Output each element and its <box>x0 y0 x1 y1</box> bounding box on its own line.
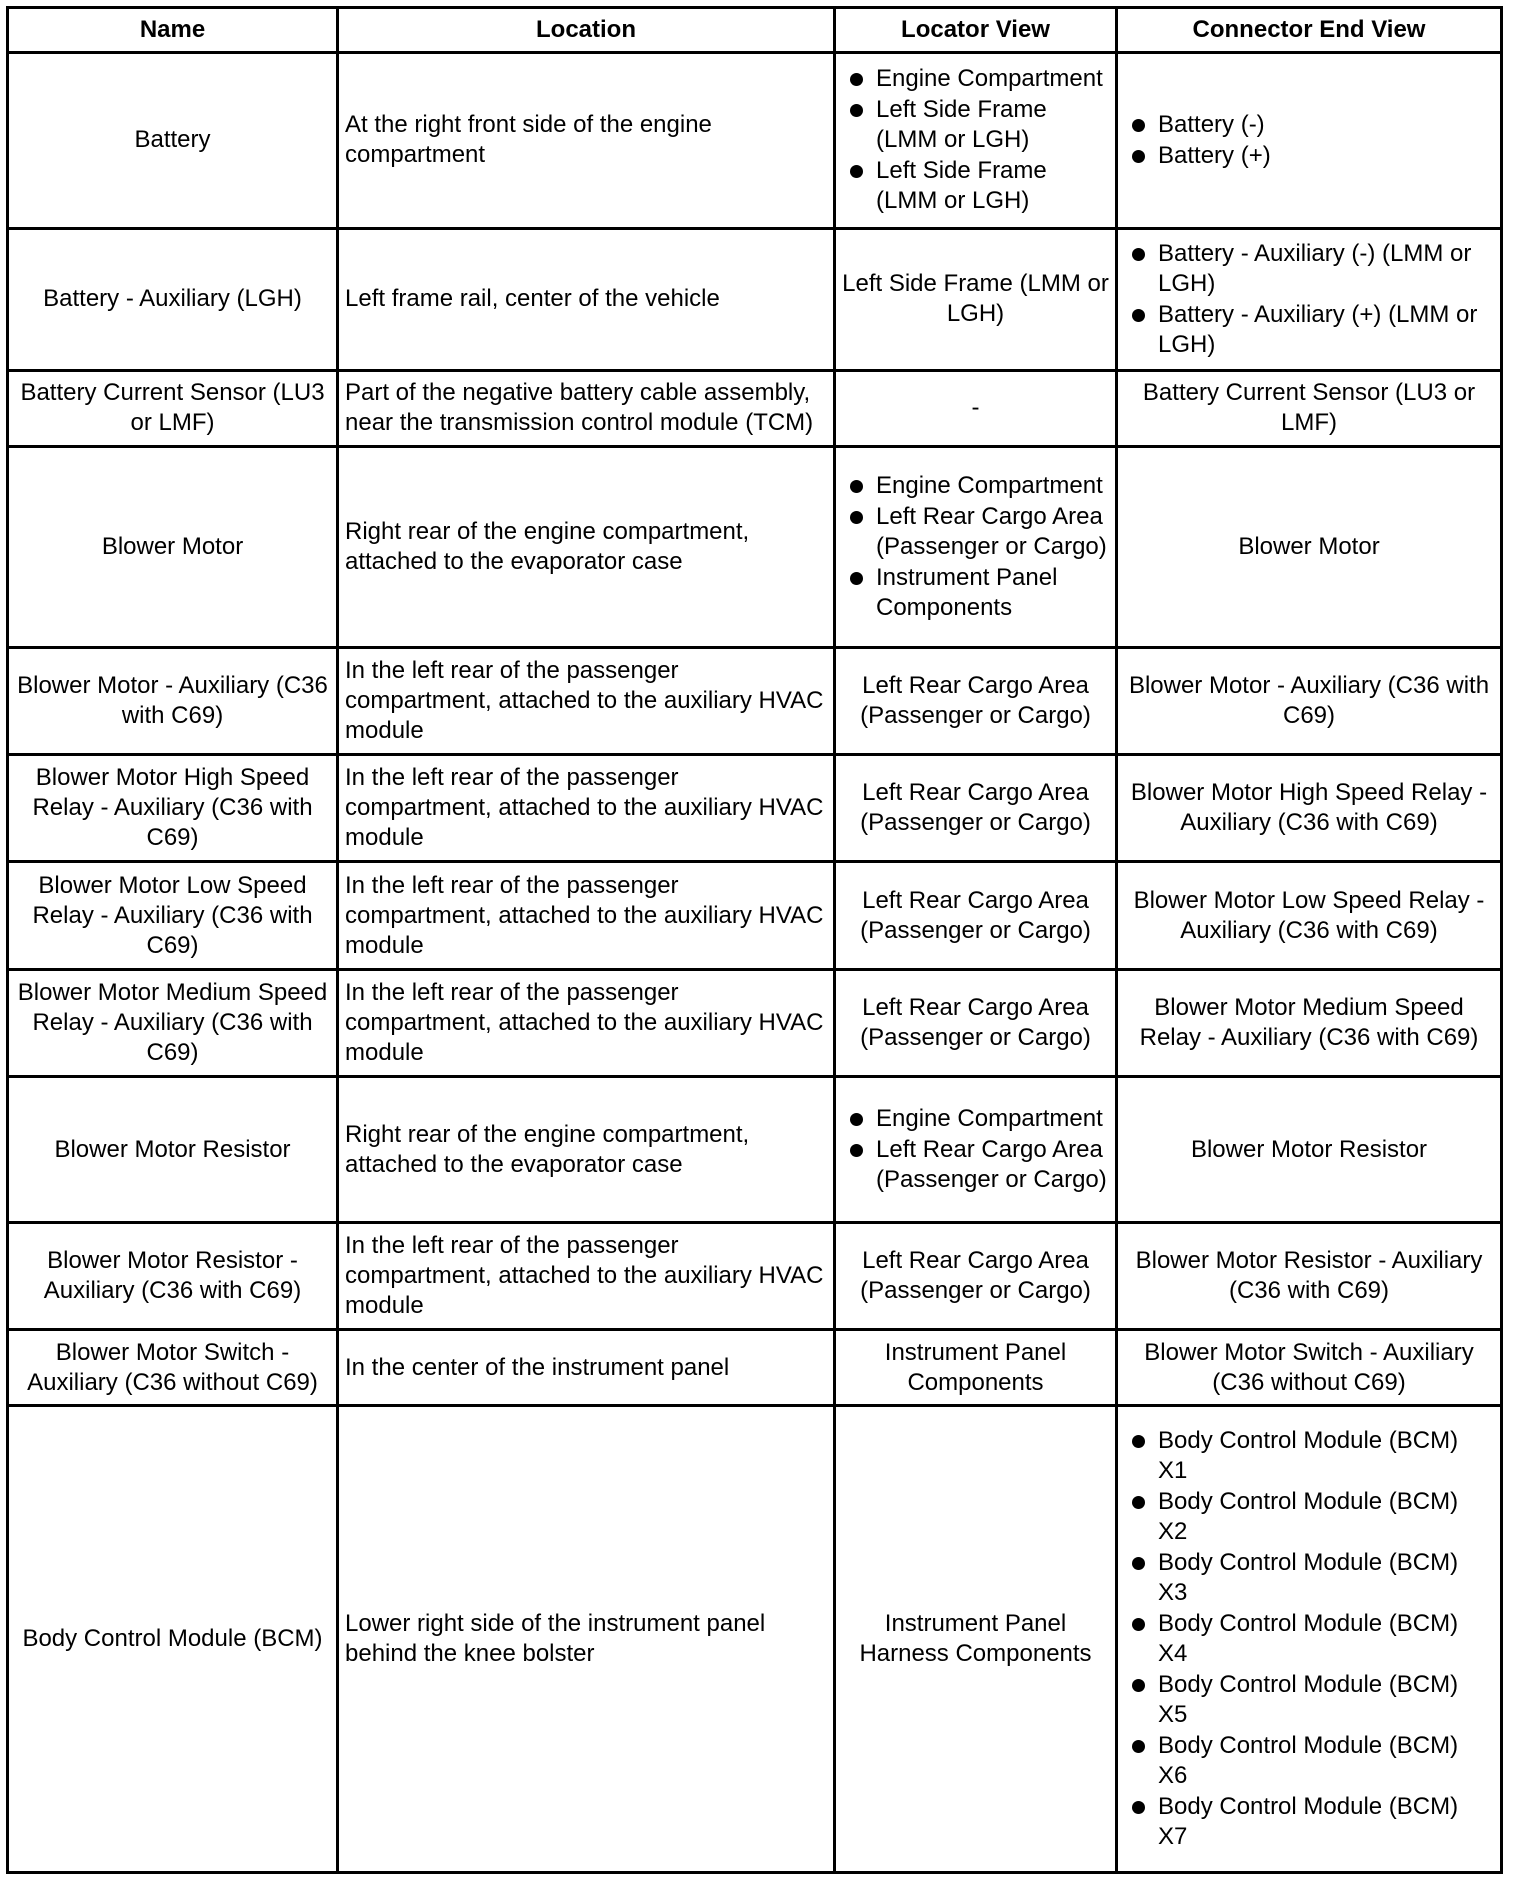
connector-end-view-cell <box>1117 228 1502 371</box>
component-name-cell: Blower Motor <box>8 446 338 647</box>
connector-end-view-cell: Blower Motor Medium Speed Relay - Auxiliary (C36 with C69) <box>1117 969 1502 1076</box>
locator-view-cell: - <box>835 371 1117 447</box>
connector-end-view-item-text: Body Control Module (BCM) X3 <box>1158 1548 1459 1606</box>
connector-end-view-list <box>1124 1426 1494 1852</box>
locator-view-list <box>842 64 1109 216</box>
locator-view-item-text: Engine Compartment <box>876 65 1103 93</box>
locator-view-cell <box>835 446 1117 647</box>
connector-end-view-cell: Battery Current Sensor (LU3 or LMF) <box>1117 371 1502 447</box>
list-item <box>1124 141 1494 171</box>
list-item <box>1124 1487 1494 1547</box>
locator-view-cell <box>835 53 1117 229</box>
locator-view-list <box>842 471 1109 623</box>
bullet-icon <box>1132 119 1145 132</box>
bullet-icon <box>850 104 863 117</box>
table-row <box>8 755 1502 862</box>
connector-end-view-cell: Blower Motor <box>1117 446 1502 647</box>
locator-view-cell: Left Rear Cargo Area (Passenger or Cargo) <box>835 969 1117 1076</box>
component-location-cell: Left frame rail, center of the vehicle <box>338 228 835 371</box>
list-item <box>1124 1670 1494 1730</box>
locator-view-cell: Instrument Panel Components <box>835 1330 1117 1406</box>
list-item <box>842 502 1109 562</box>
locator-view-item-text: Left Rear Cargo Area (Passenger or Cargo) <box>876 1136 1107 1194</box>
table-row <box>8 1405 1502 1872</box>
locator-view-item-text: Instrument Panel Components <box>876 563 1058 621</box>
component-location-cell: At the right front side of the engine compartment <box>338 53 835 229</box>
component-location-cell: Lower right side of the instrument panel behind the knee bolster <box>338 1405 835 1872</box>
component-name-cell: Blower Motor Switch - Auxiliary (C36 without C69) <box>8 1330 338 1406</box>
list-item <box>1124 1731 1494 1791</box>
locator-view-cell: Left Rear Cargo Area (Passenger or Cargo) <box>835 1222 1117 1329</box>
header-locator-view: Locator View <box>835 8 1117 53</box>
component-location-cell: In the left rear of the passenger compartment, attached to the auxiliary HVAC module <box>338 862 835 969</box>
bullet-icon <box>1132 309 1145 322</box>
list-item <box>1124 300 1494 360</box>
bullet-icon <box>1132 150 1145 163</box>
bullet-icon <box>1132 1618 1145 1631</box>
connector-end-view-list <box>1124 239 1494 360</box>
component-locator-table <box>6 6 1503 1874</box>
connector-end-view-item-text: Battery - Auxiliary (+) (LMM or LGH) <box>1158 300 1478 358</box>
table-row <box>8 53 1502 229</box>
component-location-cell: Right rear of the engine compartment, attached to the evaporator case <box>338 1077 835 1223</box>
connector-end-view-item-text: Battery - Auxiliary (-) (LMM or LGH) <box>1158 239 1472 297</box>
list-item <box>1124 110 1494 140</box>
component-location-cell: Part of the negative battery cable assembly, near the transmission control module (TCM) <box>338 371 835 447</box>
component-location-cell: Right rear of the engine compartment, attached to the evaporator case <box>338 446 835 647</box>
list-item <box>842 64 1109 94</box>
connector-end-view-cell <box>1117 53 1502 229</box>
table-row <box>8 1077 1502 1223</box>
component-name-cell: Blower Motor Low Speed Relay - Auxiliary (C36 with C69) <box>8 862 338 969</box>
list-item <box>1124 239 1494 299</box>
bullet-icon <box>850 1113 863 1126</box>
list-item <box>1124 1548 1494 1608</box>
component-name-cell: Blower Motor Medium Speed Relay - Auxiliary (C36 with C69) <box>8 969 338 1076</box>
component-name-cell: Battery - Auxiliary (LGH) <box>8 228 338 371</box>
bullet-icon <box>850 1144 863 1157</box>
bullet-icon <box>850 73 863 86</box>
component-name-cell: Battery Current Sensor (LU3 or LMF) <box>8 371 338 447</box>
bullet-icon <box>1132 1679 1145 1692</box>
component-location-cell: In the left rear of the passenger compartment, attached to the auxiliary HVAC module <box>338 647 835 754</box>
connector-end-view-list <box>1124 110 1494 171</box>
list-item <box>842 1135 1109 1195</box>
connector-end-view-cell: Blower Motor Resistor - Auxiliary (C36 with C69) <box>1117 1222 1502 1329</box>
locator-view-cell: Instrument Panel Harness Components <box>835 1405 1117 1872</box>
bullet-icon <box>1132 1740 1145 1753</box>
locator-view-list <box>842 1104 1109 1195</box>
connector-end-view-cell <box>1117 1405 1502 1872</box>
table-row <box>8 862 1502 969</box>
table-row <box>8 647 1502 754</box>
locator-view-item-text: Left Rear Cargo Area (Passenger or Cargo) <box>876 502 1107 560</box>
connector-end-view-cell: Blower Motor Switch - Auxiliary (C36 without C69) <box>1117 1330 1502 1406</box>
table-row <box>8 1222 1502 1329</box>
locator-view-cell: Left Rear Cargo Area (Passenger or Cargo) <box>835 647 1117 754</box>
component-name-cell: Blower Motor Resistor - Auxiliary (C36 with C69) <box>8 1222 338 1329</box>
locator-view-cell <box>835 1077 1117 1223</box>
locator-view-cell: Left Rear Cargo Area (Passenger or Cargo) <box>835 862 1117 969</box>
locator-view-item-text: Left Side Frame (LMM or LGH) <box>876 157 1047 215</box>
list-item <box>842 95 1109 155</box>
connector-end-view-item-text: Body Control Module (BCM) X6 <box>1158 1731 1459 1789</box>
component-name-cell: Blower Motor - Auxiliary (C36 with C69) <box>8 647 338 754</box>
table-row <box>8 228 1502 371</box>
table-row <box>8 969 1502 1076</box>
connector-end-view-item-text: Battery (-) <box>1158 110 1265 138</box>
bullet-icon <box>1132 1557 1145 1570</box>
table-header <box>8 8 1502 53</box>
connector-end-view-cell: Blower Motor High Speed Relay - Auxiliary (C36 with C69) <box>1117 755 1502 862</box>
list-item <box>1124 1609 1494 1669</box>
table-row <box>8 1330 1502 1406</box>
list-item <box>842 563 1109 623</box>
bullet-icon <box>1132 1435 1145 1448</box>
connector-end-view-item-text: Body Control Module (BCM) X2 <box>1158 1487 1459 1545</box>
bullet-icon <box>850 511 863 524</box>
component-name-cell: Body Control Module (BCM) <box>8 1405 338 1872</box>
component-name-cell: Battery <box>8 53 338 229</box>
locator-view-item-text: Engine Compartment <box>876 1105 1103 1133</box>
component-location-cell: In the left rear of the passenger compartment, attached to the auxiliary HVAC module <box>338 1222 835 1329</box>
header-row <box>8 8 1502 53</box>
locator-view-cell: Left Rear Cargo Area (Passenger or Cargo) <box>835 755 1117 862</box>
connector-end-view-cell: Blower Motor Resistor <box>1117 1077 1502 1223</box>
header-name: Name <box>8 8 338 53</box>
component-name-cell: Blower Motor High Speed Relay - Auxiliary (C36 with C69) <box>8 755 338 862</box>
locator-view-item-text: Engine Compartment <box>876 471 1103 499</box>
connector-end-view-item-text: Body Control Module (BCM) X4 <box>1158 1609 1459 1667</box>
table-row <box>8 446 1502 647</box>
header-connector-end-view: Connector End View <box>1117 8 1502 53</box>
bullet-icon <box>1132 1496 1145 1509</box>
bullet-icon <box>850 480 863 493</box>
component-name-cell: Blower Motor Resistor <box>8 1077 338 1223</box>
list-item <box>842 1104 1109 1134</box>
bullet-icon <box>1132 1801 1145 1814</box>
connector-end-view-cell: Blower Motor - Auxiliary (C36 with C69) <box>1117 647 1502 754</box>
connector-end-view-item-text: Battery (+) <box>1158 141 1271 169</box>
list-item <box>1124 1792 1494 1852</box>
list-item <box>1124 1426 1494 1486</box>
connector-end-view-item-text: Body Control Module (BCM) X5 <box>1158 1670 1459 1728</box>
bullet-icon <box>1132 248 1145 261</box>
list-item <box>842 156 1109 216</box>
bullet-icon <box>850 165 863 178</box>
component-location-cell: In the left rear of the passenger compartment, attached to the auxiliary HVAC module <box>338 755 835 862</box>
component-location-cell: In the center of the instrument panel <box>338 1330 835 1406</box>
connector-end-view-cell: Blower Motor Low Speed Relay - Auxiliary (C36 with C69) <box>1117 862 1502 969</box>
list-item <box>842 471 1109 501</box>
locator-view-cell: Left Side Frame (LMM or LGH) <box>835 228 1117 371</box>
table-body <box>8 53 1502 1873</box>
connector-end-view-item-text: Body Control Module (BCM) X1 <box>1158 1426 1459 1484</box>
table-row <box>8 371 1502 447</box>
header-location: Location <box>338 8 835 53</box>
component-location-cell: In the left rear of the passenger compartment, attached to the auxiliary HVAC module <box>338 969 835 1076</box>
connector-end-view-item-text: Body Control Module (BCM) X7 <box>1158 1792 1459 1850</box>
locator-view-item-text: Left Side Frame (LMM or LGH) <box>876 96 1047 154</box>
bullet-icon <box>850 572 863 585</box>
